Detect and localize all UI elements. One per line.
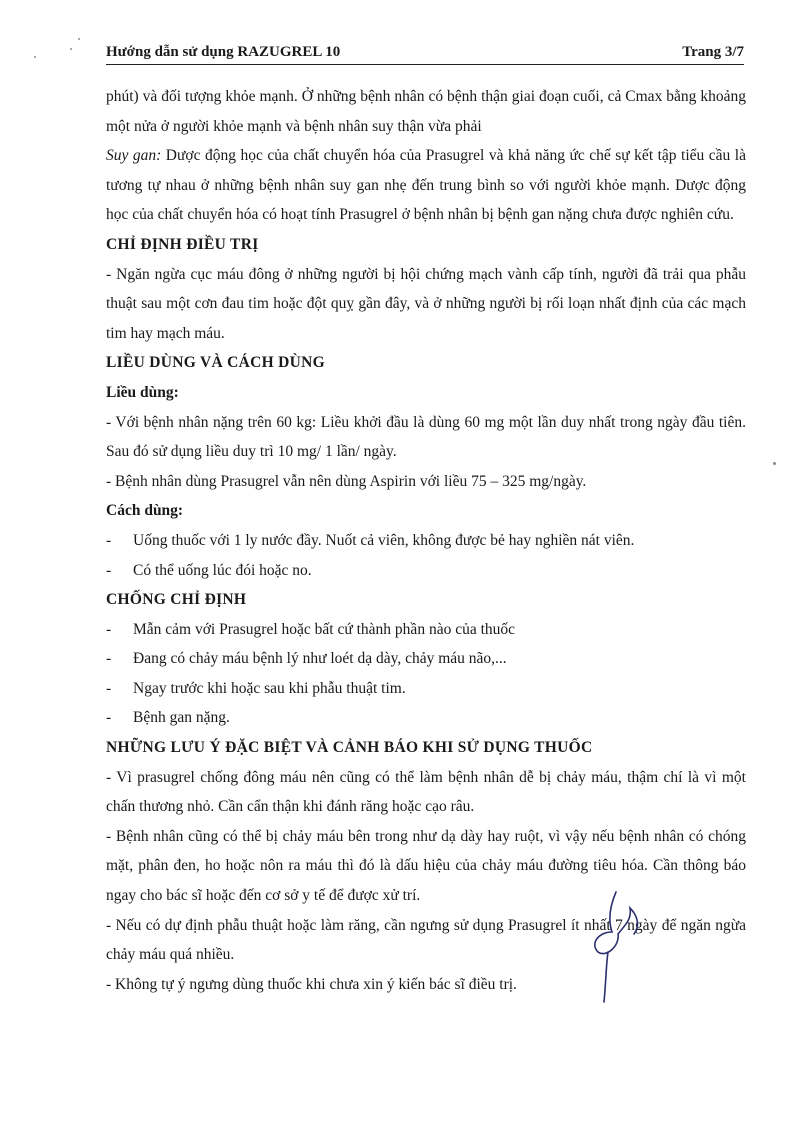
contraindications-heading: CHỐNG CHỈ ĐỊNH <box>106 591 247 609</box>
usage-list <box>106 526 746 585</box>
page-header <box>106 44 744 65</box>
list-item: - Có thể uống lúc đói hoặc no. <box>106 556 746 586</box>
dosage-heading: LIỀU DÙNG VÀ CÁCH DÙNG <box>106 354 326 372</box>
scan-speck <box>34 56 36 58</box>
dose-label: Liều dùng: <box>106 383 179 401</box>
document-title: Hướng dẫn sử dụng RAZUGREL 10 <box>106 44 341 60</box>
dose-paragraph: - Với bệnh nhân nặng trên 60 kg: Liều khởi đầu là dùng 60 mg một lần duy nhất trong ngày đầu tiên. Sau đó sử dụng liều duy trì 10 mg/ 1 lần/ ngày. <box>106 413 746 461</box>
liver-text: Dược động học của chất chuyển hóa của Prasugrel và khả năng ức chế sự kết tập tiểu cầu là tương tự nhau ở những bệnh nhân suy gan nhẹ đến trung bình so với người khỏe mạnh. Dược động học của chất chuyển hóa có hoạt tính Prasugrel ở bệnh nhân bị bệnh gan nặng chưa được nghiên cứu. <box>106 147 746 224</box>
page-number: Trang 3/7 <box>682 44 744 60</box>
list-item: - Bệnh gan nặng. <box>106 703 746 733</box>
handwritten-signature <box>568 886 648 1006</box>
warning-paragraph: - Bệnh nhân cũng có thể bị chảy máu bên trong như dạ dày hay ruột, vì vậy nếu bệnh nhân có chóng mặt, phân đen, ho hoặc nôn ra máu thì đó là dấu hiệu của chảy máu đường tiêu hóa. Cần thông báo ngay cho bác sĩ hoặc đến cơ sở y tế để được xử trí. <box>106 827 746 905</box>
list-item: - Mẫn cảm với Prasugrel hoặc bất cứ thành phần nào của thuốc <box>106 615 746 645</box>
usage-label: Cách dùng: <box>106 502 184 520</box>
scan-speck <box>70 48 72 50</box>
scan-speck <box>78 38 80 40</box>
list-item: - Ngay trước khi hoặc sau khi phẫu thuật tim. <box>106 674 746 704</box>
intro-paragraph: phút) và đối tượng khỏe mạnh. Ở những bệnh nhân có bệnh thận giai đoạn cuối, cả Cmax bằng khoảng một nửa ở người khỏe mạnh và bệnh nhân suy thận vừa phải <box>106 88 746 135</box>
warning-paragraph: - Nếu có dự định phẫu thuật hoặc làm răng, cần ngưng sử dụng Prasugrel ít nhất 7 ngày để ngăn ngừa chảy máu quá nhiều. <box>106 916 746 964</box>
document-body <box>106 82 746 999</box>
liver-label: Suy gan: <box>106 147 162 165</box>
contraindications-list <box>106 615 746 733</box>
list-item: - Uống thuốc với 1 ly nước đầy. Nuốt cả viên, không được bẻ hay nghiền nát viên. <box>106 526 746 556</box>
warning-paragraph: - Vì prasugrel chống đông máu nên cũng có thể làm bệnh nhân dễ bị chảy máu, thậm chí là vì một chấn thương nhỏ. Cần cẩn thận khi đánh răng hoặc cạo râu. <box>106 768 746 816</box>
warnings-heading: NHỮNG LƯU Ý ĐẶC BIỆT VÀ CẢNH BÁO KHI SỬ DỤNG THUỐC <box>106 739 593 757</box>
warning-paragraph: - Không tự ý ngưng dùng thuốc khi chưa xin ý kiến bác sĩ điều trị. <box>106 975 517 993</box>
indications-text: - Ngăn ngừa cục máu đông ở những người bị hội chứng mạch vành cấp tính, người đã trải qua phẫu thuật sau một cơn đau tim hoặc đột quỵ gần đây, và ở những người bị rối loạn nhất định của các mạch tim hay mạch máu. <box>106 265 746 342</box>
indications-heading: CHỈ ĐỊNH ĐIỀU TRỊ <box>106 235 259 253</box>
scan-speck <box>773 462 776 465</box>
list-item: - Đang có chảy máu bệnh lý như loét dạ dày, chảy máu não,... <box>106 644 746 674</box>
liver-paragraph <box>106 141 746 230</box>
dose-paragraph: - Bệnh nhân dùng Prasugrel vẫn nên dùng Aspirin với liều 75 – 325 mg/ngày. <box>106 472 587 490</box>
